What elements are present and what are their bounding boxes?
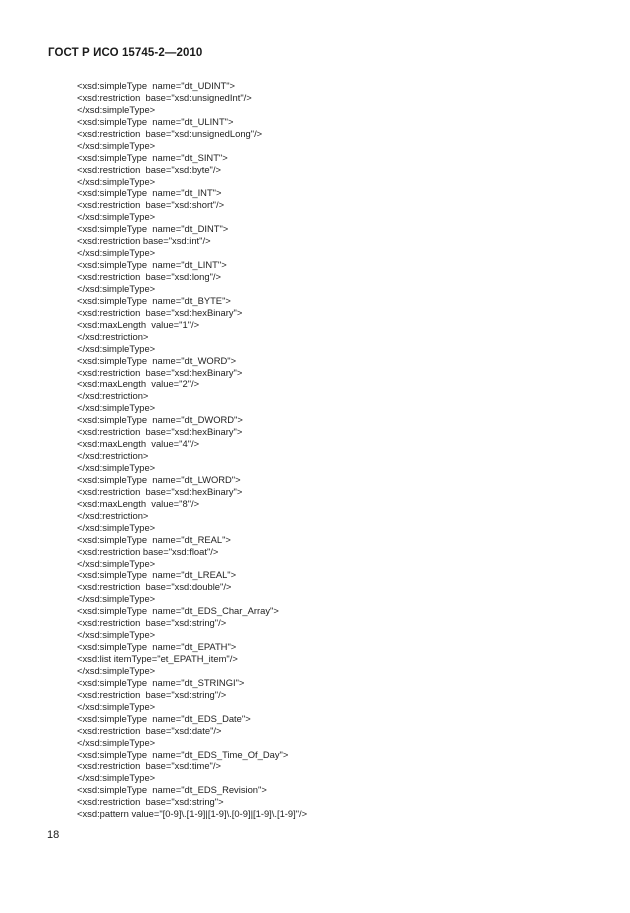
code-line: <xsd:list itemType="et_EPATH_item"/>: [77, 653, 238, 664]
code-line: <xsd:simpleType name="dt_EDS_Time_Of_Day">: [77, 748, 289, 760]
code-line: <xsd:restriction base="xsd:int"/>: [77, 235, 211, 247]
code-line: <xsd:restriction base="xsd:string"/>: [77, 688, 227, 700]
code-line: <xsd:simpleType name="dt_REAL">: [77, 533, 231, 545]
code-line: </xsd:simpleType>: [77, 103, 156, 115]
code-line: <xsd:restriction base="xsd:hexBinary">: [77, 426, 243, 438]
code-line: <xsd:simpleType name="dt_BYTE">: [77, 294, 231, 306]
code-line: <xsd:restriction base="xsd:hexBinary">: [77, 306, 243, 318]
code-line: </xsd:restriction>: [77, 390, 149, 402]
code-line: <xsd:restriction base="xsd:unsignedLong"/>: [77, 127, 263, 139]
code-line: </xsd:simpleType>: [77, 772, 156, 784]
code-line: <xsd:restriction base="xsd:date"/>: [77, 724, 222, 736]
code-line: </xsd:simpleType>: [77, 700, 156, 712]
code-line: </xsd:restriction>: [77, 450, 149, 462]
code-line: </xsd:simpleType>: [77, 629, 156, 641]
code-line: </xsd:simpleType>: [77, 282, 156, 294]
code-line: <xsd:pattern value="[0-9]\.[1-9]|[1-9]\.[0-9]|[1-9]\.[1-9]"/>: [77, 808, 308, 820]
code-line: </xsd:simpleType>: [77, 521, 156, 533]
code-line: <xsd:restriction base="xsd:short"/>: [77, 199, 225, 211]
code-line: </xsd:simpleType>: [77, 557, 156, 569]
code-line: </xsd:simpleType>: [77, 342, 156, 354]
code-line: <xsd:simpleType name="dt_DINT">: [77, 223, 229, 235]
code-line: <xsd:simpleType name="dt_EDS_Date">: [77, 712, 251, 724]
code-line: <xsd:simpleType name="dt_UDINT">: [77, 80, 236, 91]
code-line: </xsd:simpleType>: [77, 593, 156, 605]
code-line: </xsd:simpleType>: [77, 462, 156, 473]
code-line: <xsd:restriction base="xsd:time"/>: [77, 760, 221, 772]
code-line: </xsd:simpleType>: [77, 247, 156, 259]
code-line: </xsd:restriction>: [77, 509, 149, 521]
code-line: <xsd:restriction base="xsd:string">: [77, 796, 224, 808]
code-line: </xsd:restriction>: [77, 330, 149, 342]
code-line: <xsd:restriction base="xsd:byte"/>: [77, 163, 221, 175]
code-line: <xsd:simpleType name="dt_INT">: [77, 187, 222, 199]
code-line: <xsd:simpleType name="dt_LWORD">: [77, 473, 241, 485]
code-line: <xsd:restriction base="xsd:hexBinary">: [77, 485, 243, 497]
code-line: <xsd:simpleType name="dt_EDS_Char_Array">: [77, 605, 279, 617]
code-line: <xsd:maxLength value="2"/>: [77, 378, 200, 390]
code-line: </xsd:simpleType>: [77, 736, 156, 748]
code-line: <xsd:maxLength value="4"/>: [77, 438, 200, 450]
code-line: <xsd:maxLength value="1"/>: [77, 318, 200, 330]
code-line: <xsd:simpleType name="dt_EDS_Revision">: [77, 784, 267, 796]
code-line: <xsd:restriction base="xsd:string"/>: [77, 617, 227, 629]
code-line: <xsd:restriction base="xsd:long"/>: [77, 271, 221, 282]
code-line: <xsd:restriction base="xsd:double"/>: [77, 581, 232, 593]
code-line: </xsd:simpleType>: [77, 139, 156, 151]
code-line: <xsd:simpleType name="dt_ULINT">: [77, 115, 234, 127]
code-line: </xsd:simpleType>: [77, 211, 156, 223]
page-number: 18: [47, 829, 60, 841]
code-line: <xsd:maxLength value="8"/>: [77, 497, 200, 509]
code-line: <xsd:simpleType name="dt_SINT">: [77, 151, 228, 163]
code-line: </xsd:simpleType>: [77, 402, 156, 414]
code-line: <xsd:restriction base="xsd:float"/>: [77, 545, 219, 557]
code-line: <xsd:simpleType name="dt_LINT">: [77, 259, 227, 271]
page-header: ГОСТ Р ИСО 15745-2—2010: [48, 47, 203, 59]
code-line: <xsd:simpleType name="dt_EPATH">: [77, 641, 237, 653]
code-line: <xsd:restriction base="xsd:unsignedInt"/>: [77, 91, 252, 103]
code-line: </xsd:simpleType>: [77, 175, 156, 187]
code-line: <xsd:simpleType name="dt_LREAL">: [77, 569, 237, 581]
code-line: <xsd:restriction base="xsd:hexBinary">: [77, 366, 243, 378]
code-listing: [77, 80, 307, 820]
code-line: <xsd:simpleType name="dt_DWORD">: [77, 414, 243, 426]
code-line: <xsd:simpleType name="dt_WORD">: [77, 354, 237, 366]
code-line: <xsd:simpleType name="dt_STRINGI">: [77, 676, 245, 688]
code-line: </xsd:simpleType>: [77, 664, 156, 676]
